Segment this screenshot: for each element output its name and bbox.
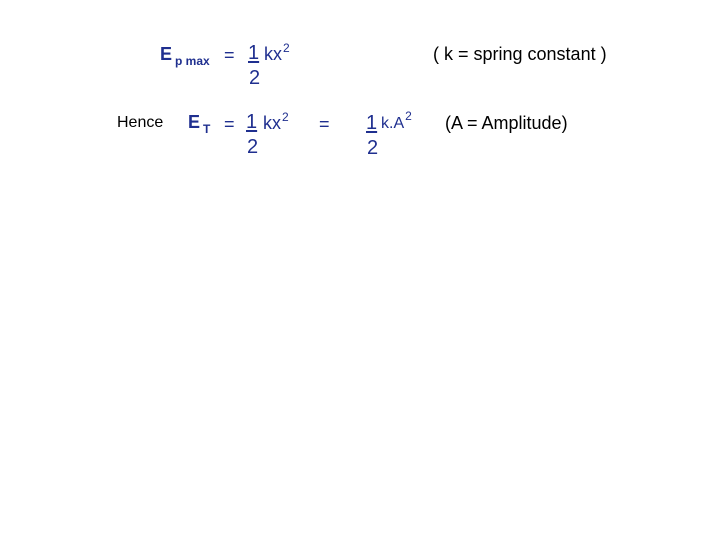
amplitude-term — [381, 109, 412, 132]
variable-term — [263, 110, 289, 133]
energy-symbol: E — [188, 112, 201, 132]
equals-sign-2: = — [319, 114, 330, 134]
amplitude-text: k.A — [381, 115, 405, 132]
fraction-numerator: 1 — [248, 42, 260, 64]
hence-label: Hence — [117, 114, 164, 131]
fraction-numerator-2: 1 — [366, 112, 378, 134]
exponent: 2 — [282, 110, 289, 124]
energy-symbol: E — [160, 44, 173, 64]
equals-sign: = — [224, 45, 235, 65]
energy-subscript: p max — [175, 54, 210, 68]
equals-sign: = — [224, 114, 235, 134]
exponent: 2 — [283, 41, 290, 55]
variable-text: kx — [264, 44, 282, 64]
exponent: 2 — [405, 109, 412, 123]
fraction-denominator: 2 — [247, 136, 259, 158]
variable-text: kx — [263, 113, 281, 133]
spring-constant-note: ( k = spring constant ) — [433, 44, 607, 64]
fraction-numerator: 1 — [246, 111, 258, 133]
amplitude-note: (A = Amplitude) — [445, 113, 568, 133]
variable-term — [264, 41, 290, 64]
energy-subscript: T — [203, 122, 211, 136]
fraction-denominator-2: 2 — [367, 137, 379, 159]
fraction-denominator: 2 — [249, 67, 261, 89]
